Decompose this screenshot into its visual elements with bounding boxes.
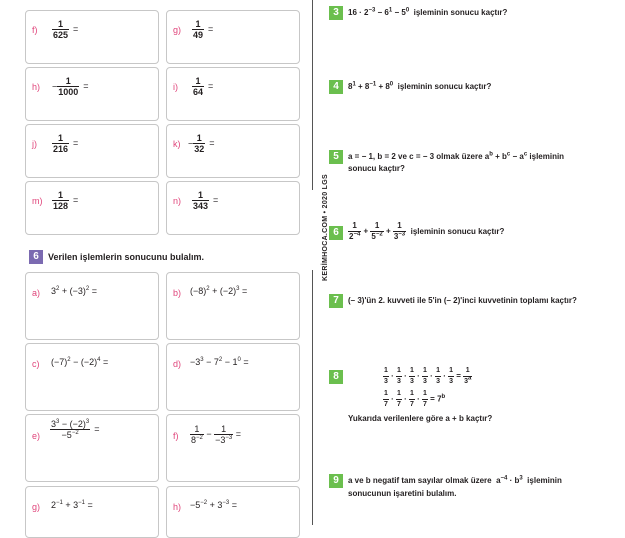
item-label: b) xyxy=(173,288,182,298)
denominator: 49 xyxy=(193,30,204,40)
section-title: Verilen işlemlerin sonucunu bulalım. xyxy=(48,252,205,262)
numerator: 1 xyxy=(192,19,204,30)
item-label: k) xyxy=(173,139,181,149)
equals-sign: = xyxy=(73,137,79,148)
expression-i xyxy=(192,76,213,97)
answer-box-g2 xyxy=(25,486,159,538)
question-5-line1: a = − 1, b = 2 ve c = − 3 olmak üzere $a^b + b^c - a^c$ işleminin xyxy=(348,151,565,161)
expression-m xyxy=(52,190,78,211)
expression-d: $-3^3 - 7^2 - 1^0$ = xyxy=(190,357,249,367)
numerator: 1 xyxy=(192,76,204,87)
denominator: 32 xyxy=(194,144,205,154)
question-9-line2: sonucunun işaretini bulalım. xyxy=(348,489,457,498)
item-label: g) xyxy=(32,502,41,512)
answer-box-a xyxy=(25,272,159,340)
expression-j xyxy=(52,133,78,154)
numerator: 1 xyxy=(57,76,79,87)
equals-sign: = xyxy=(83,80,89,91)
item-label: e) xyxy=(32,431,41,441)
question-number: 3 xyxy=(329,6,343,20)
answer-box-k xyxy=(166,124,300,178)
question-text: a ve b negatif tam sayılar olmak üzere xyxy=(348,476,492,485)
answer-box-c xyxy=(25,343,159,411)
item-label: h) xyxy=(32,82,41,92)
answer-box-h2 xyxy=(166,486,300,538)
item-label: a) xyxy=(32,288,41,298)
item-label: h) xyxy=(173,502,182,512)
item-label: c) xyxy=(32,359,40,369)
numerator: 1 xyxy=(193,133,205,144)
question-8-eq1: $\frac{1}{3}$ · $\frac{1}{3}$ · $\frac{1}{3}$ · $\frac{1}{3}$ · $\frac{1}{3}$ · $\frac{1}{3}$ = $\frac{1}{3^a}$ xyxy=(384,367,472,385)
answer-box-b xyxy=(166,272,300,340)
question-9-line1: a ve b negatif tam sayılar olmak üzere $a^{-4} \cdot b^3$ işleminin xyxy=(348,475,562,485)
question-5-line2: sonucu kaçtır? xyxy=(348,164,405,173)
expression-h2: $-5^{-2} + 3^{-3}$ = xyxy=(190,500,237,510)
section-number: 6 xyxy=(29,250,43,264)
item-label: f) xyxy=(173,431,179,441)
expression-e: $\frac{3^3 - (-2)^3}{-5^{-2}}$ = xyxy=(51,419,100,440)
question-number: 6 xyxy=(329,226,343,240)
denominator: 64 xyxy=(193,87,204,97)
item-label: j) xyxy=(32,139,37,149)
answer-box-m xyxy=(25,181,159,235)
expression-b: $(-8)^2 + (-2)^3$ = xyxy=(190,286,248,296)
minus-sign: − xyxy=(188,138,194,149)
side-watermark: KERİMHOCA.COM • 2020 LGS xyxy=(306,190,318,270)
question-number: 7 xyxy=(329,294,343,308)
question-text: işleminin sonucu kaçtır? xyxy=(397,82,492,91)
equals-sign: = xyxy=(209,137,215,148)
denominator: 216 xyxy=(53,144,69,154)
answer-box-g xyxy=(166,10,300,64)
question-4: $8^1 + 8^{-1} + 8^0$ işleminin sonucu kaçtır? xyxy=(348,81,492,91)
expression-c: $(-7)^2 - (-2)^4$ = xyxy=(51,357,109,367)
equals-sign: = xyxy=(208,80,214,91)
question-number: 8 xyxy=(329,370,343,384)
item-label: d) xyxy=(173,359,182,369)
denominator: 625 xyxy=(53,30,69,40)
item-label: n) xyxy=(173,196,182,206)
expression-a: $3^2 + (-3)^2$ = xyxy=(51,286,97,296)
minus-sign: − xyxy=(52,81,58,92)
answer-box-f xyxy=(25,10,159,64)
question-text: işleminin sonucu kaçtır? xyxy=(413,8,508,17)
numerator: 1 xyxy=(52,190,69,201)
question-3: $16 \cdot 2^{-3} - 6^1 - 5^0$ işleminin sonucu kaçtır? xyxy=(348,7,508,17)
denominator: 128 xyxy=(53,201,69,211)
expression-n xyxy=(192,190,218,211)
denominator: 1000 xyxy=(58,87,79,97)
answer-box-h xyxy=(25,67,159,121)
question-text: işleminin xyxy=(527,476,562,485)
answer-box-j xyxy=(25,124,159,178)
answer-box-i xyxy=(166,67,300,121)
question-number: 4 xyxy=(329,80,343,94)
expression-k xyxy=(188,133,215,154)
question-8-eq2: $\frac{1}{7}$ · $\frac{1}{7}$ · $\frac{1}{7}$ · $\frac{1}{7}$ = $7^b$ xyxy=(384,390,446,408)
expression-g xyxy=(192,19,213,40)
numerator: 1 xyxy=(52,19,69,30)
answer-box-d xyxy=(166,343,300,411)
denominator: 343 xyxy=(193,201,209,211)
question-6: $\frac{1}{2^{-4}}$ + $\frac{1}{5^{-2}}$ + $\frac{1}{3^{-3}}$ işleminin sonucu kaçtır? xyxy=(349,221,505,241)
question-7: (– 3)'ün 2. kuvveti ile 5'in (– 2)'inci kuvvetinin toplamı kaçtır? xyxy=(348,296,577,305)
numerator: 1 xyxy=(52,133,69,144)
equals-sign: = xyxy=(73,194,79,205)
equals-sign: = xyxy=(208,23,214,34)
question-text: işleminin sonucu kaçtır? xyxy=(410,227,505,236)
question-number: 5 xyxy=(329,150,343,164)
item-label: m) xyxy=(32,196,43,206)
question-8-text: Yukarıda verilenlere göre a + b kaçtır? xyxy=(348,414,493,423)
question-text: işleminin xyxy=(529,152,565,161)
expression-h xyxy=(52,76,89,97)
item-label: f) xyxy=(32,25,38,35)
expression-f xyxy=(52,19,78,40)
equals-sign: = xyxy=(213,194,219,205)
question-number: 9 xyxy=(329,474,343,488)
equals-sign: = xyxy=(73,23,79,34)
expression-g2: $2^{-1} + 3^{-1}$ = xyxy=(51,500,93,510)
item-label: i) xyxy=(173,82,178,92)
answer-box-n xyxy=(166,181,300,235)
expression-f2: $\frac{1}{8^{-2}}$ − $\frac{1}{-3^{-3}}$ = xyxy=(191,424,241,445)
item-label: g) xyxy=(173,25,182,35)
numerator: 1 xyxy=(192,190,209,201)
